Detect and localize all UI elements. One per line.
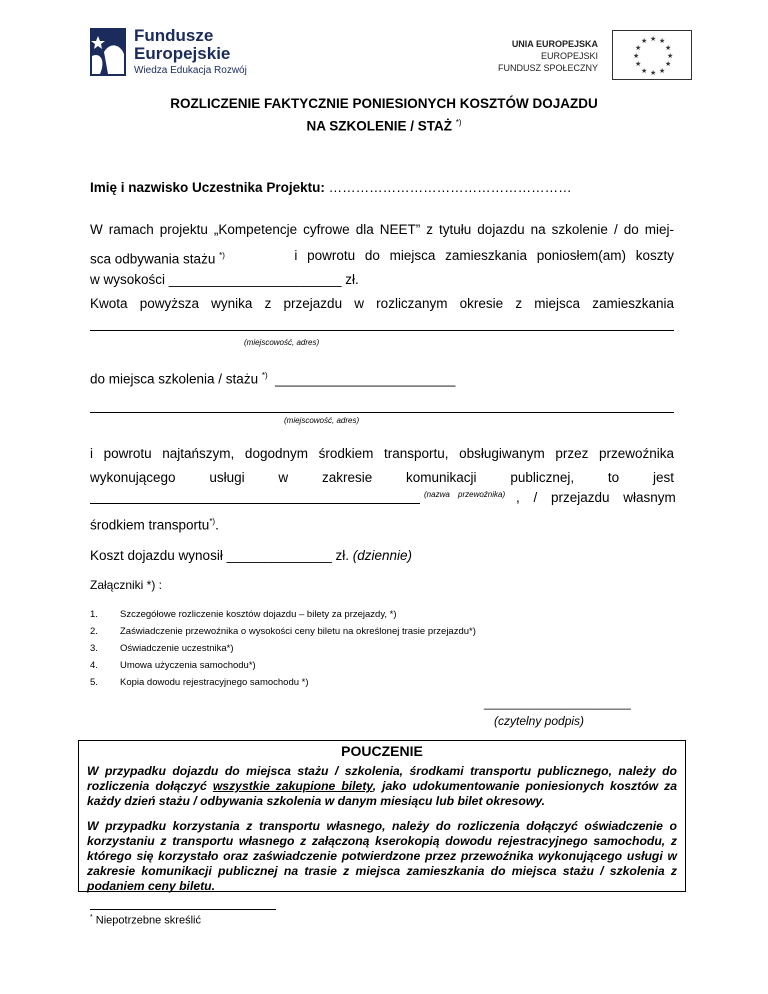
- svg-text:★: ★: [641, 67, 648, 75]
- para-line9-text: środkiem transportu: [90, 517, 210, 533]
- attachment-item: 4. Umowa użyczenia samochodu*): [90, 660, 256, 671]
- amount-field[interactable]: _______________________: [168, 272, 342, 287]
- svg-text:★: ★: [641, 37, 648, 45]
- eu-logo-line3: FUNDUSZ SPOŁECZNY: [497, 63, 598, 73]
- attachment-item: 5. Kopia dowodu rejestracyjnego samochodu *): [90, 677, 309, 688]
- para-line6: i powrotu najtańszym, dogodnym środkiem transportu, obsługiwanym przez przewoźnika: [90, 446, 674, 461]
- svg-text:★: ★: [659, 37, 666, 45]
- para-line5-a: do miejsca szkolenia / stażu: [90, 371, 259, 387]
- document-title-line2: [0, 118, 768, 134]
- attachment-item: 3. Oświadczenie uczestnika*): [90, 643, 234, 654]
- para-line7: wykonującego usługi w zakresie komunikacji publicznej, to jest: [90, 470, 674, 485]
- para-line1: W ramach projektu „Kompetencje cyfrowe dla NEET” z tytułu dojazdu na szkolenie / do miej-: [90, 222, 674, 237]
- footnote: [90, 914, 201, 927]
- carrier-caption: (nazwa przewoźnika): [424, 490, 506, 499]
- attachments-label: Załączniki *) :: [90, 578, 163, 592]
- notice-box: [78, 740, 686, 892]
- residence-caption: (miejscowość, adres): [244, 338, 320, 347]
- fe-logo-line3: Wiedza Edukacja Rozwój: [134, 65, 247, 76]
- para-line2-b: i powrotu do miejsca zamieszkania poniosłem(am) koszty: [294, 248, 674, 263]
- cost-period: (dziennie): [352, 548, 413, 563]
- attachments-list: [90, 606, 476, 691]
- signature-field[interactable]: ______________________: [484, 696, 631, 710]
- para-line3-b: zł.: [345, 272, 359, 287]
- para-line2-a: sca odbywania stażu: [90, 251, 216, 267]
- svg-text:★: ★: [665, 44, 672, 52]
- notice-paragraph-1: W przypadku dojazdu do miejsca stażu / szkolenia, środkami transportu publicznego, należy do rozliczenia dołączyć wszystkie zakupione bilety, jako udokumentowanie poniesionych kosztów za każdy dzień stażu / odbywania szkolenia w danym miesiącu lub bilet okresowy.: [87, 764, 677, 808]
- fe-star-icon: [90, 26, 130, 78]
- cost-row: [90, 548, 412, 564]
- para-line2-sup: *): [219, 251, 225, 260]
- svg-text:★: ★: [665, 60, 672, 68]
- para-line2: [90, 248, 674, 268]
- para-line3: [90, 272, 359, 288]
- footnote-text: Niepotrzebne skreślić: [95, 914, 201, 927]
- eu-logo-line1: UNIA EUROPEJSKA: [511, 39, 598, 49]
- para-line5: [90, 368, 455, 388]
- title-line2-text: NA SZKOLENIE / STAŻ: [306, 118, 452, 134]
- participant-row: [90, 180, 572, 196]
- cost-field[interactable]: ______________: [226, 548, 332, 563]
- participant-label: Imię i nazwisko Uczestnika Projektu:: [90, 180, 325, 195]
- document-title-line1: ROZLICZENIE FAKTYCZNIE PONIESIONYCH KOSZTÓW DOJAZDU: [170, 96, 598, 111]
- title-footnote-mark: *): [455, 118, 462, 127]
- eu-logo-text: [498, 38, 598, 74]
- para-line4: Kwota powyższa wynika z przejazdu w rozliczanym okresie z miejsca zamieszkania: [90, 296, 674, 311]
- training-caption: (miejscowość, adres): [284, 416, 360, 425]
- attachment-item: 2. Zaświadczenie przewoźnika o wysokości ceny biletu na określonej trasie przejazdu*): [90, 626, 476, 637]
- eu-logo-line2: EUROPEJSKI: [540, 51, 598, 61]
- svg-text:★: ★: [667, 52, 674, 60]
- para-line8-b: , / przejazdu własnym: [516, 490, 676, 505]
- residence-address-field[interactable]: [90, 330, 674, 331]
- fe-logo-line2: Europejskie: [134, 44, 231, 63]
- carrier-name-field[interactable]: [90, 503, 420, 504]
- svg-text:★: ★: [659, 67, 666, 75]
- footnote-mark: *: [90, 914, 93, 921]
- para-line3-a: w wysokości: [90, 272, 166, 287]
- notice-paragraph-2: W przypadku korzystania z transportu własnego, należy do rozliczenia dołączyć oświadczenie o korzystaniu z transportu własnego z załączoną kserokopią dowodu rejestracyjnego samochodu, z którego się korzystało oraz zaświadczenie potwierdzone przez przewoźnika wykonującego usługi w zakresie komunikacji publicznej na trasie z miejsca zamieszkania do miejsca stażu / szkolenia z podaniem ceny biletu.: [87, 819, 677, 893]
- training-address-field[interactable]: [90, 412, 674, 413]
- svg-text:★: ★: [635, 60, 642, 68]
- cost-label: Koszt dojazdu wynosił: [90, 548, 223, 563]
- para-line9-end: .: [215, 517, 219, 533]
- footnote-separator: [90, 909, 276, 910]
- notice-emphasis: wszystkie zakupione bilety: [212, 779, 373, 793]
- attachment-item: 1. Szczegółowe rozliczenie kosztów dojazdu – bilety za przejazdy, *): [90, 609, 397, 620]
- fe-logo-line1: Fundusze: [134, 26, 214, 45]
- svg-text:★: ★: [650, 69, 657, 77]
- svg-text:★: ★: [633, 52, 640, 60]
- cost-currency: zł.: [335, 548, 349, 563]
- participant-name-field[interactable]: ………………………………………………: [328, 180, 572, 195]
- para-line9: [90, 514, 219, 534]
- signature-caption: (czytelny podpis): [494, 714, 585, 728]
- training-place-short-field[interactable]: ________________________: [275, 371, 456, 387]
- svg-text:★: ★: [635, 44, 642, 52]
- svg-text:★: ★: [650, 35, 657, 43]
- eu-flag-icon: [612, 30, 692, 80]
- notice-heading: POUCZENIE: [341, 743, 423, 759]
- para-line5-sup: *): [261, 371, 268, 380]
- para-line9-sup: *): [209, 517, 216, 526]
